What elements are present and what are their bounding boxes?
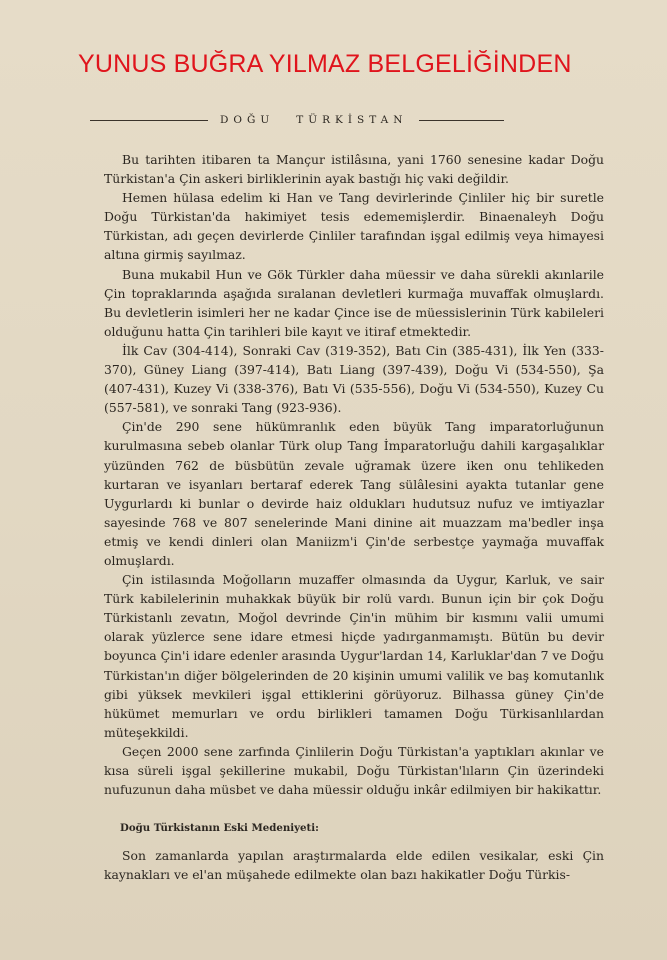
running-head-rule-right <box>419 120 504 121</box>
paragraph: Çin istilasında Moğolların muzaffer olmasında da Uygur, Karluk, ve sair Türk kabilelerinin muhakkak büyük bir rolü vardı. Bunun için bir çok Doğu Türkistanlı zevatın, Moğol devrinde Çin'in mühim bir kısmını valii umumi olarak yüzlerce sene idare etmesi hiçde yadırganmamıştı. Bütün bu devir boyunca Çin'i idare edenler arasında Uygur'lardan 14, Karluklar'dan 7 ve Doğu Türkistan'ın diğer bölgelerinden de 20 kişinin umumi valilik ve baş komutanlık gibi yüksek mevkileri işgal ettiklerini görüyoruz. Bilhassa güney Çin'de hükümet memurları ve ordu birlikleri tamamen Doğu Türkisanlılardan müteşekkildi. <box>104 572 604 740</box>
running-head-title <box>208 114 419 126</box>
paragraph: Geçen 2000 sene zarfında Çinlilerin Doğu Türkistan'a yaptıkları akınlar ve kısa süreli işgal şekillerine mukabil, Doğu Türkistan'lıların Çin üzerindeki nufuzunun daha müsbet ve daha müessir olduğu inkâr edilmiyen bir hakikattır. <box>104 743 604 798</box>
archive-watermark: YUNUS BUĞRA YILMAZ BELGELİĞİNDEN <box>78 50 572 78</box>
running-head-word-1: DOĞU <box>220 114 275 126</box>
paragraph: Buna mukabil Hun ve Gök Türkler daha müessir ve daha sürekli akınlarile Çin topraklarında aşağıda sıralanan devletleri kurmağa muvaffak olmuşlardı. Bu devletlerin isimleri her ne kadar Çince ise de müessislerinin Türk kabileleri olduğunu hatta Çin tarihleri bile kayıt ve itiraf etmektedir. <box>104 266 604 339</box>
paragraph: İlk Cav (304-414), Sonraki Cav (319-352), Batı Cin (385-431), İlk Yen (333-370), Güney Liang (397-414), Batı Liang (397-439), Doğu Vi (534-550), Şa (407-431), Kuzey Vi (338-376), Batı Vi (535-556), Doğu Vi (534-550), Kuzey Cu (557-581), ve sonraki Tang (923-936). <box>104 342 604 416</box>
body-text <box>104 150 604 799</box>
running-head-rule-left <box>90 120 208 121</box>
section-body <box>104 846 604 884</box>
paragraph: Son zamanlarda yapılan araştırmalarda elde edilen vesikalar, eski Çin kaynakları ve el'an müşahede edilmekte olan bazı hakikatler Doğu Türkis- <box>104 848 604 883</box>
paragraph: Bu tarihten itibaren ta Mançur istilâsına, yani 1760 senesine kadar Doğu Türkistan'a Çin askeri birliklerinin ayak bastığı hiç vaki değildir. <box>104 152 604 187</box>
running-head-word-2: TÜRKİSTAN <box>296 114 408 126</box>
section-subheading: Doğu Türkistanın Eski Medeniyeti: <box>120 822 319 834</box>
paragraph: Hemen hülasa edelim ki Han ve Tang devirlerinde Çinliler hiç bir suretle Doğu Türkistan'da hakimiyet tesis edememişlerdir. Binaenaleyh Doğu Türkistan, adı geçen devirlerde Çinliler tarafından işgal edilmiş veya himayesi altına girmiş sayılmaz. <box>104 190 604 263</box>
running-head <box>90 114 590 126</box>
paragraph: Çin'de 290 sene hükümranlık eden büyük Tang imparatorluğunun kurulmasına sebeb olanlar Türk olup Tang İmparatorluğu dahili kargaşalıklar yüzünden 762 de büsbütün zevale uğramak üzere iken onu tehlikeden kurtaran ve isyanları bertaraf ederek Tang sülâlesini ayakta tutanlar gene Uygurlardı ki bunlar o devirde haiz oldukları hudutsuz nufuz ve imtiyazlar sayesinde 768 ve 807 senelerinde Mani dinine ait muazzam ma'bedler inşa etmiş ve kendi dinleri olan Maniizm'i Çin'de serbestçe yaymağa muvaffak olmuşlardı. <box>104 419 604 568</box>
